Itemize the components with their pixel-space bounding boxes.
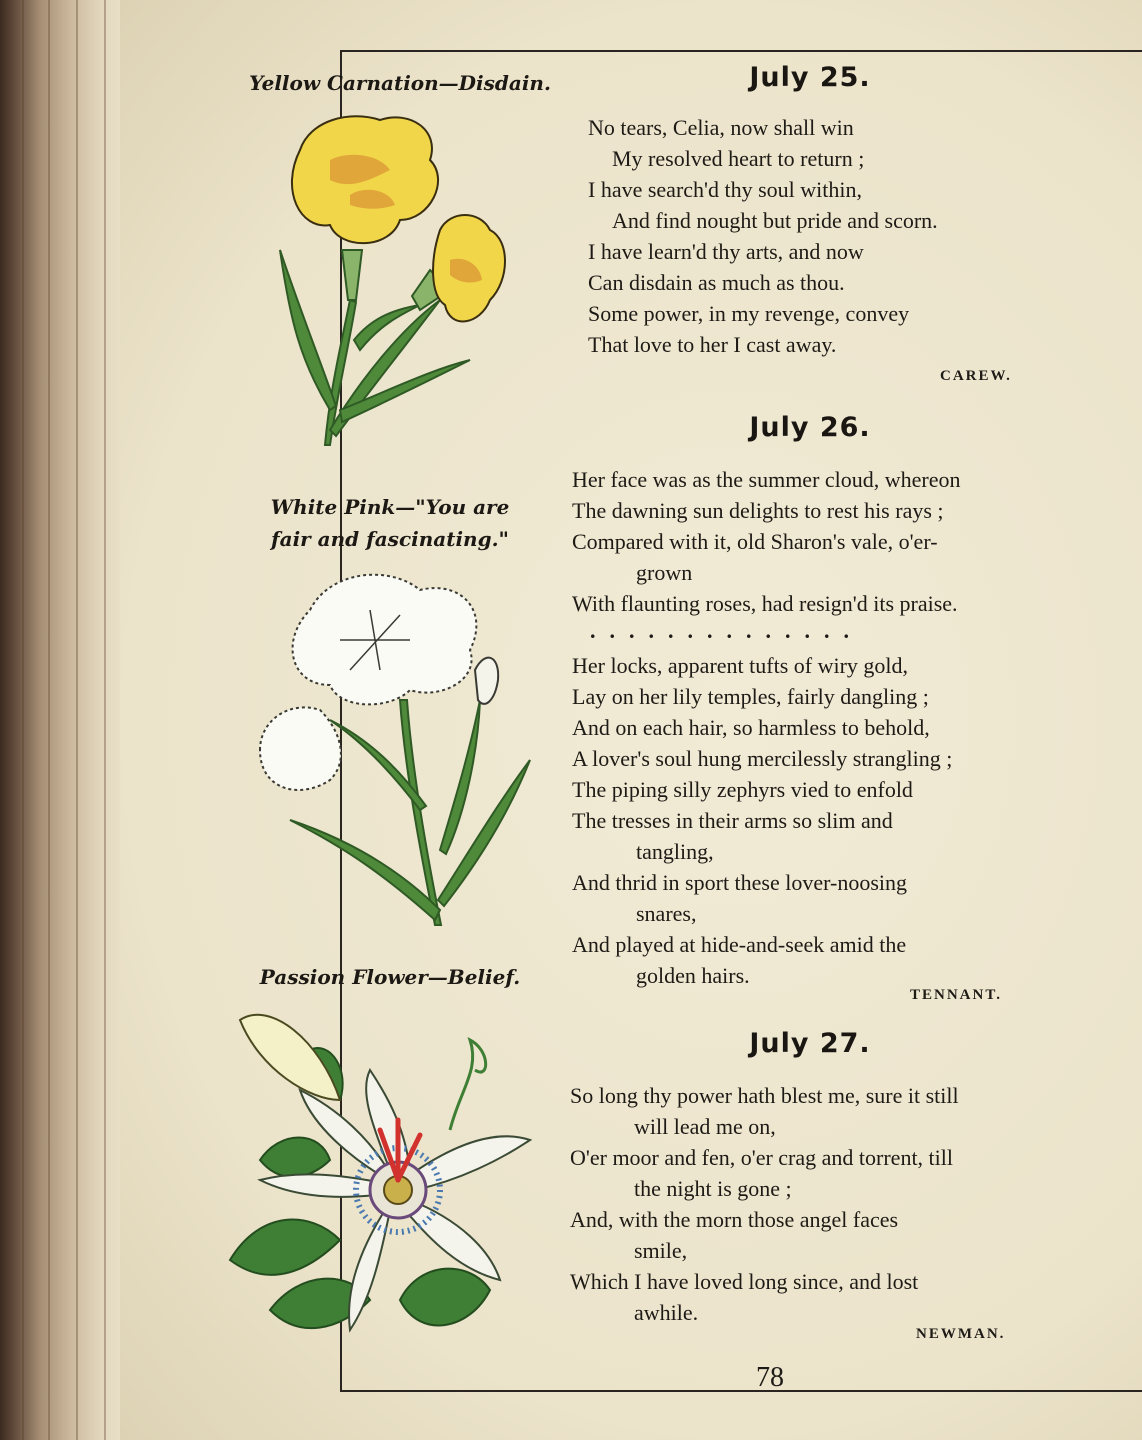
poem-july-26-part-a: [572, 464, 961, 619]
poem-line: Which I have loved long since, and lost: [570, 1269, 919, 1294]
poem-line: the night is gone ;: [634, 1176, 792, 1201]
date-july-26: July 26.: [749, 412, 871, 443]
poem-line: will lead me on,: [634, 1114, 776, 1139]
poem-line: The tresses in their arms so slim and: [572, 808, 893, 833]
page-number: 78: [756, 1362, 784, 1393]
stanza-separator: ..............: [590, 618, 863, 643]
poem-line: And, with the morn those angel faces: [570, 1207, 899, 1232]
author-carew: CAREW.: [940, 368, 1012, 384]
poem-line: tangling,: [636, 839, 714, 864]
poem-line: My resolved heart to return ;: [612, 146, 865, 171]
poem-line: I have learn'd thy arts, and now: [588, 239, 864, 264]
poem-line: Her locks, apparent tufts of wiry gold,: [572, 653, 909, 678]
poem-july-27: [570, 1080, 959, 1328]
poem-line: snares,: [636, 901, 697, 926]
poem-line: I have search'd thy soul within,: [588, 177, 863, 202]
date-july-27: July 27.: [749, 1028, 871, 1059]
passion-flower-icon: [220, 1010, 560, 1370]
date-july-25: July 25.: [749, 62, 871, 93]
poem-line: And on each hair, so harmless to behold,: [572, 715, 930, 740]
caption-white-pink-line1: White Pink—"You are: [270, 495, 510, 519]
caption-yellow-carnation: Yellow Carnation—Disdain.: [249, 71, 551, 95]
poem-line: And played at hide-and-seek amid the: [572, 932, 907, 957]
poem-line: Some power, in my revenge, convey: [588, 301, 910, 326]
poem-line: golden hairs.: [636, 963, 750, 988]
poem-line: Her face was as the summer cloud, whereon: [572, 467, 961, 492]
white-pink-icon: [240, 570, 560, 930]
poem-july-26-part-b: [572, 650, 952, 991]
poem-line: Lay on her lily temples, fairly dangling ;: [572, 684, 929, 709]
poem-line: Compared with it, old Sharon's vale, o'er-: [572, 529, 938, 554]
poem-july-25: [588, 112, 938, 360]
poem-line: awhile.: [634, 1300, 699, 1325]
author-tennant: TENNANT.: [910, 987, 1002, 1003]
poem-line: The dawning sun delights to rest his rays ;: [572, 498, 944, 523]
poem-line: grown: [636, 560, 693, 585]
caption-white-pink-line2: fair and fascinating.": [271, 527, 509, 551]
poem-line: smile,: [634, 1238, 688, 1263]
poem-line: With flaunting roses, had resign'd its praise.: [572, 591, 958, 616]
book-page: [120, 0, 1142, 1440]
poem-line: No tears, Celia, now shall win: [588, 115, 854, 140]
poem-line: A lover's soul hung mercilessly strangling ;: [572, 746, 953, 771]
caption-passion-flower: Passion Flower—Belief.: [259, 965, 521, 989]
yellow-carnation-icon: [270, 110, 570, 460]
poem-line: And find nought but pride and scorn.: [612, 208, 938, 233]
poem-line: That love to her I cast away.: [588, 332, 837, 357]
poem-line: Can disdain as much as thou.: [588, 270, 845, 295]
poem-line: So long thy power hath blest me, sure it still: [570, 1083, 959, 1108]
poem-line: O'er moor and fen, o'er crag and torrent, till: [570, 1145, 954, 1170]
poem-line: The piping silly zephyrs vied to enfold: [572, 777, 913, 802]
book-binding-edge: [0, 0, 130, 1440]
author-newman: NEWMAN.: [916, 1326, 1006, 1342]
poem-line: And thrid in sport these lover-noosing: [572, 870, 908, 895]
